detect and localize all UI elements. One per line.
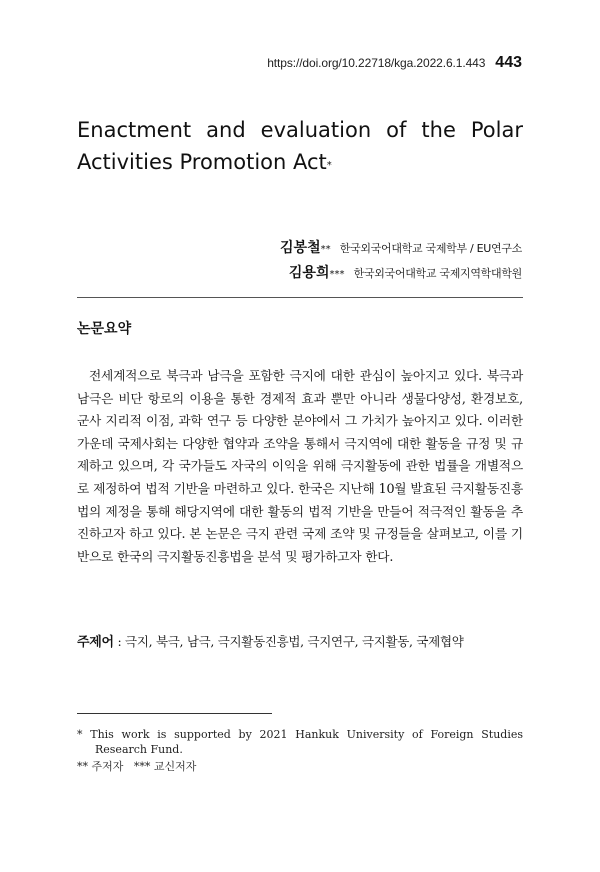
doi-link[interactable]: https://doi.org/10.22718/kga.2022.6.1.443 [267,56,486,70]
author-1-name: 김봉철 [280,240,321,256]
footnotes [77,727,523,774]
author-2 [280,259,522,284]
keywords-separator: : [113,634,126,649]
header-divider [77,297,523,298]
page-header [267,54,522,72]
author-2-name: 김용희 [288,265,330,281]
author-2-mark: *** [329,269,345,280]
footnote-divider [77,713,272,714]
footnote-2: ** 주저자 *** 교신저자 [77,760,197,773]
title-line-2-text: Activities Promotion Act [77,150,327,174]
abstract-heading: 논문요약 [77,321,132,337]
paper-title [77,114,523,178]
keywords-text: 극지, 북극, 남극, 극지활동진흥법, 극지연구, 극지활동, 국제협약 [125,634,464,649]
footnote-1-line-1: * This work is supported by 2021 Hankuk University of Foreign Studies [77,728,523,741]
abstract-body: 전세계적으로 북극과 남극을 포함한 극지에 대한 관심이 높아지고 있다. 북극과 남극은 비단 항로의 이용을 통한 경제적 효과 뿐만 아니라 생물다양성, 환경보호, 군사 지리적 이점, 과학 연구 등 다양한 분야에서 그 가치가 높아지고 있다. 이러한 가운데 국제사회는 다양한 협약과 조약을 통해서 극지역에 대한 활동을 규정 및 규제하고 있으며, 각 국가들도 자국의 이익을 위해 극지활동에 관한 법률을 개별적으로 제정하여 법적 기반을 마련하고 있다. 한국은 지난해 10월 발효된 극지활동진흥법의 제정을 통해 해당지역에 대한 활동의 법적 기반을 만들어 적극적인 활동을 추진하고자 하고 있다. 본 논문은 극지 관련 국제 조약 및 규정들을 살펴보고, 이를 기반으로 한국의 극지활동진흥법을 분석 및 평가하고자 한다. [77,368,523,564]
footnote-1-line-2: Research Fund. [95,743,183,756]
author-1-mark: ** [320,244,331,255]
title-line-1: Enactment and evaluation of the Polar [77,118,523,142]
page-number: 443 [495,54,522,71]
author-2-affiliation: 한국외국어대학교 국제지역학대학원 [353,267,522,280]
author-1-affiliation: 한국외국어대학교 국제학부 / EU연구소 [339,242,522,255]
title-line-2 [77,146,523,178]
title-footnote-mark: * [326,160,332,171]
author-block [280,234,522,284]
keywords-label: 주제어 [77,635,114,650]
author-1 [280,234,522,259]
keywords-line [77,631,537,650]
